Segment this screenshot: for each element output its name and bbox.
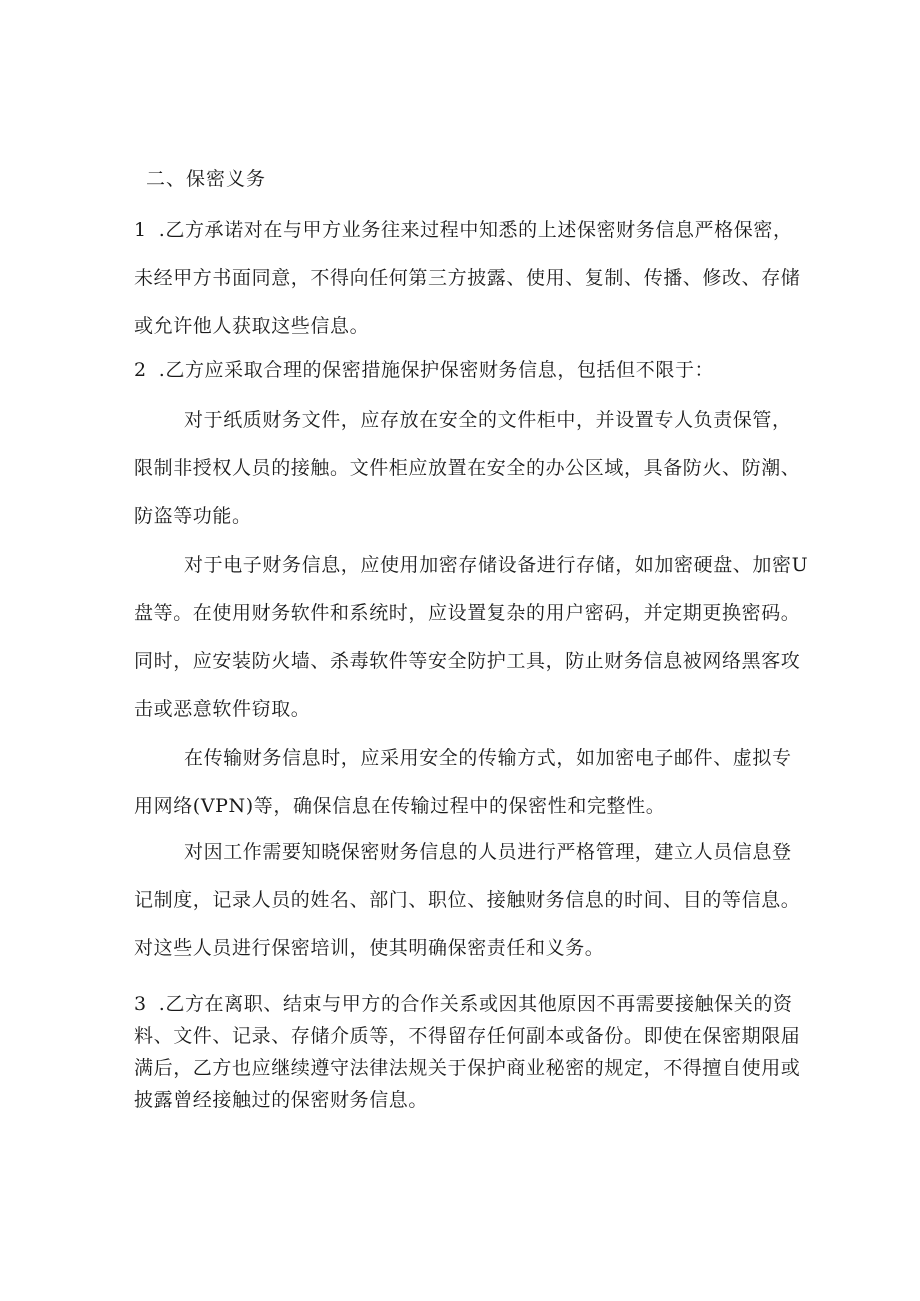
- paragraph-electronic-info-line-3: 同时，应安装防火墙、杀毒软件等安全防护工具，防止财务信息被网络黑客攻: [134, 650, 801, 672]
- clause-2-number: 2: [134, 359, 147, 381]
- paragraph-electronic-info-line-1: 对于电子财务信息，应使用加密存储设备进行存储，如加密硬盘、加密U: [184, 554, 809, 576]
- paragraph-transmission-line-2: 用网络(VPN)等，确保信息在传输过程中的保密性和完整性。: [134, 795, 666, 817]
- paragraph-paper-files: [134, 396, 801, 540]
- clause-1-number: 1: [134, 219, 147, 241]
- clause-2-line-1: 2 .乙方应采取合理的保密措施保护保密财务信息，包括但不限于：: [134, 359, 715, 381]
- paragraph-electronic-info-line-2: 盘等。在使用财务软件和系统时，应设置复杂的用户密码，并定期更换密码。: [134, 602, 801, 624]
- clause-1-line-2: 未经甲方书面同意，不得向任何第三方披露、使用、复制、传播、修改、存储: [134, 267, 801, 289]
- clause-2: [134, 346, 784, 394]
- clause-3-number: 3: [134, 993, 147, 1015]
- paragraph-transmission: [134, 734, 792, 830]
- clause-3-line-4: 披露曾经接触过的保密财务信息。: [134, 1089, 429, 1111]
- clause-1: [134, 206, 801, 350]
- paragraph-electronic-info: [134, 541, 809, 733]
- clause-1-line-3: 或允许他人获取这些信息。: [134, 315, 370, 337]
- paragraph-personnel: [134, 828, 801, 972]
- paragraph-electronic-info-line-4: 击或恶意软件窃取。: [134, 698, 311, 720]
- paragraph-paper-files-line-2: 限制非授权人员的接触。文件柜应放置在安全的办公区域，具备防火、防潮、: [134, 457, 801, 479]
- section-heading: 二、保密义务: [146, 168, 267, 190]
- paragraph-transmission-line-1: 在传输财务信息时，应采用安全的传输方式，如加密电子邮件、虚拟专: [184, 747, 792, 769]
- paragraph-paper-files-line-1: 对于纸质财务文件，应存放在安全的文件柜中，并设置专人负责保管，: [184, 409, 792, 431]
- clause-3: [134, 988, 801, 1116]
- paragraph-personnel-line-2: 记制度，记录人员的姓名、部门、职位、接触财务信息的时间、目的等信息。: [134, 889, 801, 911]
- clause-1-line-1: 1 .乙方承诺对在与甲方业务往来过程中知悉的上述保密财务信息严格保密，: [134, 219, 793, 241]
- clause-3-line-2: 料、文件、记录、存储介质等，不得留存任何副本或备份。即使在保密期限届: [134, 1025, 801, 1047]
- paragraph-personnel-line-1: 对因工作需要知晓保密财务信息的人员进行严格管理，建立人员信息登: [184, 841, 792, 863]
- clause-3-line-1: 3 .乙方在离职、结束与甲方的合作关系或因其他原因不再需要接触保关的资: [134, 993, 793, 1015]
- paragraph-personnel-line-3: 对这些人员进行保密培训，使其明确保密责任和义务。: [134, 937, 605, 959]
- paragraph-paper-files-line-3: 防盗等功能。: [134, 505, 252, 527]
- clause-3-line-3: 满后，乙方也应继续遵守法律法规关于保护商业秘密的规定，不得擅自使用或: [134, 1057, 801, 1079]
